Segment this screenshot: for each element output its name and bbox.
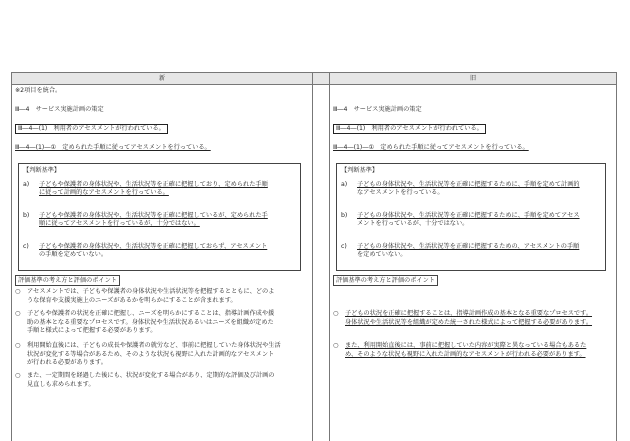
comparison-table xyxy=(11,72,617,441)
point-text: 子どもの状況を正確に把握することは、指導計画作成の基本となる重要なプロセスです。 身体状況や生活状況等を組織が定めた統一された様式によって把握する必要があります。 xyxy=(345,310,593,326)
point-bullet: ○ xyxy=(333,310,339,317)
grade-b-mark: b) xyxy=(341,212,348,219)
judgement-title: 【判断基準】 xyxy=(341,167,379,174)
points-title: 評価基準の考え方と評価のポイント xyxy=(333,275,438,286)
header-gap xyxy=(313,73,330,85)
grade-b-line1: 子どもの身体状況や、生活状況等を正確に把握するために、手順を定めてアセス xyxy=(357,212,580,219)
point-4 xyxy=(15,372,307,392)
point-text: また、利用開始直後には、事前に把握していた内容が実際と異なっている場合もあるた め、そのような状況も視野に入れた計画的なアセスメントが行われる必要があります。 xyxy=(345,342,587,358)
old-column xyxy=(330,85,616,441)
point-bullet: ○ xyxy=(15,342,21,349)
grade-b-line2: 順に従ってアセスメントを行っているが、十分ではない。 xyxy=(39,220,200,227)
grade-a-line2: なアセスメントを行っている。 xyxy=(357,189,444,196)
grade-a-mark: a) xyxy=(23,181,30,188)
grade-b-line1: 子どもや保護者の身体状況や、生活状況等を正確に把握しているが、定められた手 xyxy=(39,212,268,219)
point-3 xyxy=(15,342,307,372)
grade-a-line1: 子どもの身体状況や、生活状況等を正確に把握するために、手順を定めて計画的 xyxy=(357,181,580,188)
judgement-box xyxy=(336,163,606,271)
point-text: アセスメントでは、子どもや保護者の身体状況や生活状況等を把握するとともに、どのよ うな保育や支援実施上のニーズがあるかを明らかにすることが含まれます。 xyxy=(27,288,275,304)
point-bullet: ○ xyxy=(15,372,21,379)
point-text: 利用開始直後には、子どもの成長や保護者の就労など、事前に把握していた身体状況や生活 状況が変化する等場合があるため、そのような状況も視野に入れた計画的なアセスメント が行われる必要があります。 xyxy=(27,342,281,367)
item-heading: Ⅲ―4―(1)―① 定められた手順に従ってアセスメントを行っている。 xyxy=(333,144,529,151)
grade-c-line1: 子どもや保護者の身体状況や、生活状況等を正確に把握しておらず、アセスメント xyxy=(39,243,268,250)
grade-c-line2: を定めていない。 xyxy=(357,251,407,258)
grade-c-mark: c) xyxy=(341,243,347,250)
header-old: 旧 xyxy=(330,73,616,85)
column-gap xyxy=(313,85,330,441)
point-bullet: ○ xyxy=(15,310,21,317)
subsection-heading: Ⅲ―4―(1) 利用者のアセスメントが行われている。 xyxy=(15,124,168,134)
point-text: また、一定期間を経過した後にも、状況が変化する場合があり、定期的な評価及び計画の 見直しも求められます。 xyxy=(27,372,275,388)
grade-b-mark: b) xyxy=(23,212,30,219)
points-title: 評価基準の考え方と評価のポイント xyxy=(15,275,120,286)
section-heading: Ⅲ―4 サービス実施計画の策定 xyxy=(15,106,104,113)
item-heading: Ⅲ―4―(1)―① 定められた手順に従ってアセスメントを行っている。 xyxy=(15,144,211,151)
judgement-box xyxy=(18,163,301,271)
point-2 xyxy=(333,342,613,362)
merge-note: ※2項目を統合。 xyxy=(15,87,62,94)
grade-b-line2: メントを行っているが、十分ではない。 xyxy=(357,220,469,227)
point-1 xyxy=(333,310,613,330)
grade-a-line1: 子どもや保護者の身体状況や、生活状況等を正確に把握しており、定められた手順 xyxy=(39,181,268,188)
grade-c-mark: c) xyxy=(23,243,29,250)
judgement-title: 【判断基準】 xyxy=(23,167,61,174)
subsection-heading: Ⅲ―4―(1) 利用者のアセスメントが行われている。 xyxy=(333,124,486,134)
point-1 xyxy=(15,288,307,308)
header-new: 新 xyxy=(12,73,313,85)
grade-c-line2: の手順を定めていない。 xyxy=(39,251,108,258)
point-bullet: ○ xyxy=(15,288,21,295)
section-heading: Ⅲ―4 サービス実施計画の策定 xyxy=(333,106,422,113)
point-2 xyxy=(15,310,307,340)
point-text: 子どもや保護者の状況を正確に把握し、ニーズを明らかにすることは、指導計画作成や援 助の基本となる重要なプロセスです。身体状況や生活状況あるいはニーズを組織が定めた 手順と様式によって把握する必要があります。 xyxy=(27,310,275,335)
grade-a-line2: に従って計画的なアセスメントを行っている。 xyxy=(39,189,169,196)
grade-c-line1: 子どもの身体状況や、生活状況等を正確に把握するための、アセスメントの手順 xyxy=(357,243,580,250)
grade-a-mark: a) xyxy=(341,181,348,188)
point-bullet: ○ xyxy=(333,342,339,349)
new-column xyxy=(12,85,313,441)
